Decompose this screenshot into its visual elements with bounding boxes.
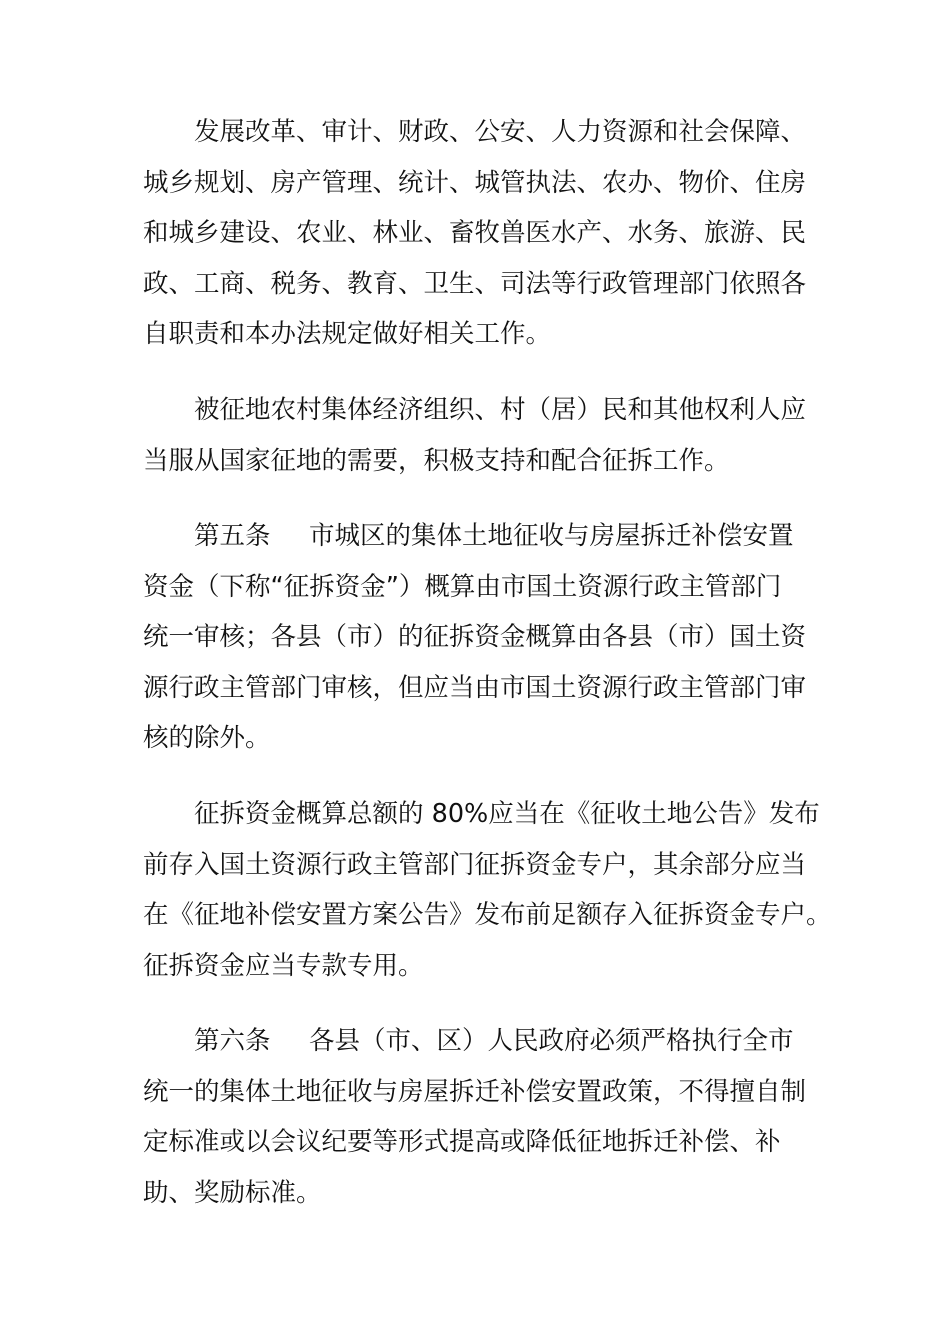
text-line: 征拆资金概算总额的 80%应当在《征收土地公告》发布 <box>194 799 820 829</box>
text-line: 当服从国家征地的需要，积极支持和配合征拆工作。 <box>143 445 730 476</box>
article-number: 第六条 <box>194 1026 271 1056</box>
paragraph-related-departments <box>143 107 823 360</box>
article-six <box>143 1016 823 1218</box>
text-line: 被征地农村集体经济组织、村（居）民和其他权利人应 <box>194 395 807 425</box>
article-number: 第五条 <box>194 521 271 551</box>
article-five <box>143 511 823 764</box>
paragraph-fund-deposit <box>143 789 832 991</box>
text-line: 发展改革、审计、财政、公安、人力资源和社会保障、 <box>194 117 807 147</box>
text-line: 统一的集体土地征收与房屋拆迁补偿安置政策，不得擅自制 <box>143 1076 807 1107</box>
paragraph-obligation-of-villagers <box>143 385 823 486</box>
text-line: 助、奖励标准。 <box>143 1177 322 1208</box>
text-line: 和城乡建设、农业、林业、畜牧兽医水产、水务、旅游、民 <box>143 218 807 248</box>
article-text: 各县（市、区）人民政府必须严格执行全市 <box>309 1026 794 1056</box>
text-line: 政、工商、税务、教育、卫生、司法等行政管理部门依照各 <box>143 268 807 299</box>
text-line: 城乡规划、房产管理、统计、城管执法、农办、物价、住房 <box>143 167 807 198</box>
text-line: 征拆资金应当专款专用。 <box>143 950 424 981</box>
text-line: 定标准或以会议纪要等形式提高或降低征地拆迁补偿、补 <box>143 1127 781 1157</box>
text-line: 统一审核；各县（市）的征拆资金概算由各县（市）国土资 <box>143 622 807 652</box>
text-line: 源行政主管部门审核，但应当由市国土资源行政主管部门审 <box>143 672 807 703</box>
text-line: 自职责和本办法规定做好相关工作。 <box>143 319 552 349</box>
text-line: 前存入国土资源行政主管部门征拆资金专户，其余部分应当 <box>143 849 807 880</box>
text-line: 在《征地补偿安置方案公告》发布前足额存入征拆资金专户。 <box>143 900 832 930</box>
text-line <box>143 1016 823 1067</box>
text-line <box>143 511 823 562</box>
article-text: 市城区的集体土地征收与房屋拆迁补偿安置 <box>309 521 794 551</box>
text-line: 资金（下称“征拆资金”）概算由市国土资源行政主管部门 <box>143 571 782 602</box>
text-line: 核的除外。 <box>143 723 271 753</box>
